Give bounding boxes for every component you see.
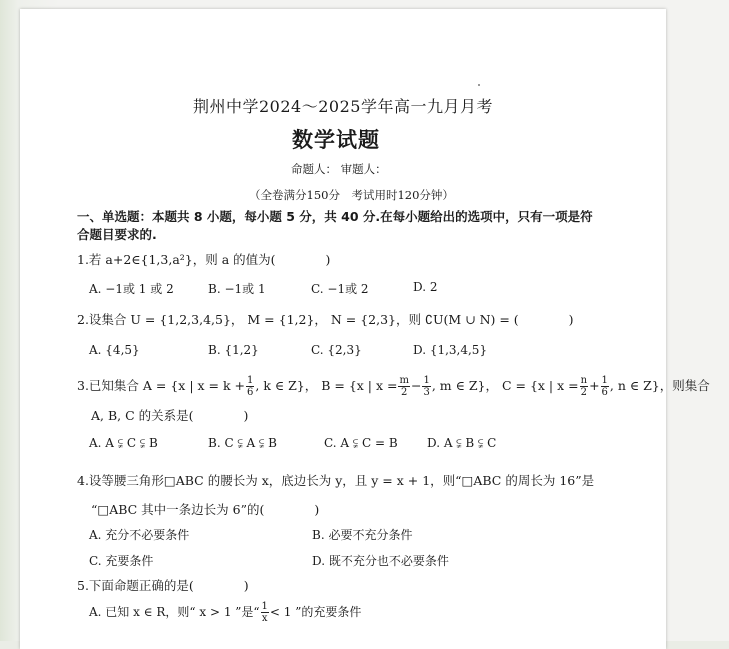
q4-option-c: C. 充要条件	[89, 554, 154, 568]
q3-option-a: A. A ⫋ C ⫋ B	[89, 436, 158, 450]
frac-numerator: 1	[261, 601, 268, 612]
q3-stem-line1: 3.已知集合 A = {x | x = k + $\frac{1}{6}$ , k ∈ Z}， B = {x | x = $\frac{m}{2}$ − $\frac{1}{3}$ , m ∈ Z}， C = {x | x = $\frac{n}{2}$ + $\frac{1}{6}$ , n ∈ Z}，则集合	[77, 375, 710, 398]
q3-fraction-c1	[580, 375, 588, 398]
frac-denominator: x	[261, 613, 268, 624]
q2-option-b: B. {1,2}	[208, 343, 259, 357]
q4-stem-line1: 4.设等腰三角形□ABC 的腰长为 x，底边长为 y，且 y = x + 1，则“□ABC 的周长为 16”是	[77, 473, 595, 488]
frac-numerator: m	[399, 375, 409, 386]
frac-denominator: 2	[580, 387, 588, 398]
q1-option-b: B. −1或 1	[208, 282, 266, 296]
q5-fraction	[261, 601, 269, 624]
q2-option-a: A. {4,5}	[89, 343, 140, 357]
section-heading-line2: 合题目要求的.	[77, 227, 157, 242]
q1-option-c: C. −1或 2	[311, 282, 369, 296]
q3-set-c-prefix: C = {x | x =	[501, 378, 579, 393]
q3-fraction-a	[246, 375, 254, 398]
q1-stem: 1.若 a+2∈{1,3,a²}，则 a 的值为( )	[77, 252, 331, 267]
page-speck	[478, 84, 480, 86]
exam-meta: （全卷满分150分 考试用时120分钟）	[249, 188, 454, 202]
q3-set-b-tail: , m ∈ Z}，	[431, 378, 498, 393]
frac-denominator: 3	[423, 387, 430, 398]
q3-set-c-tail: , n ∈ Z}，则集合	[609, 378, 710, 393]
q5-option-a-suffix: < 1 ”的充要条件	[269, 605, 362, 619]
q4-option-b: B. 必要不充分条件	[312, 528, 413, 542]
q1-option-a: A. −1或 1 或 2	[89, 282, 174, 296]
q3-option-d: D. A ⫋ B ⫋ C	[427, 436, 497, 450]
subject-title: 数学试题	[292, 127, 380, 152]
q4-stem-line2: “□ABC 其中一条边长为 6”的( )	[91, 502, 320, 517]
q3-set-a-tail: , k ∈ Z}，	[255, 378, 318, 393]
q5-option-a-prefix: A. 已知 x ∈ R，则“ x > 1 ”是“	[89, 605, 260, 619]
q3-fraction-b2	[422, 375, 430, 398]
q3-set-b-prefix: B = {x | x =	[321, 378, 398, 393]
authors-line: 命题人： 审题人：	[291, 162, 387, 176]
exam-title: 荆州中学2024～2025学年高一九月月考	[193, 97, 493, 116]
q2-option-d: D. {1,3,4,5}	[413, 343, 488, 357]
frac-numerator: 1	[601, 375, 608, 386]
q4-option-a: A. 充分不必要条件	[89, 528, 190, 542]
q1-option-d: D. 2	[413, 280, 438, 294]
document-page	[20, 9, 710, 649]
q5-stem: 5.下面命题正确的是( )	[77, 578, 249, 593]
q3-option-b: B. C ⫋ A ⫋ B	[208, 436, 277, 450]
frac-denominator: 2	[401, 387, 408, 398]
q3-fraction-c2	[601, 375, 609, 398]
q3-fraction-b1	[398, 375, 409, 398]
q2-stem: 2.设集合 U = {1,2,3,4,5}， M = {1,2}， N = {2,3}，则 ∁U(M ∪ N) = ( )	[77, 312, 574, 327]
frac-numerator: n	[580, 375, 588, 386]
q3-option-c: C. A ⫋ C = B	[324, 436, 398, 450]
q3-stem-line2: A, B, C 的关系是( )	[91, 408, 249, 423]
frac-numerator: 1	[423, 375, 430, 386]
frac-numerator: 1	[247, 375, 254, 386]
q4-option-d: D. 既不充分也不必要条件	[312, 554, 449, 568]
frac-denominator: 6	[247, 387, 254, 398]
q3-set-a-prefix: 3.已知集合 A = {x | x = k +	[77, 378, 245, 393]
q2-option-c: C. {2,3}	[311, 343, 362, 357]
frac-denominator: 6	[601, 387, 608, 398]
section-heading-line1: 一、单选题：本题共 8 小题，每小题 5 分，共 40 分.在每小题给出的选项中，只有一项是符	[77, 209, 593, 224]
q5-option-a	[89, 597, 361, 627]
